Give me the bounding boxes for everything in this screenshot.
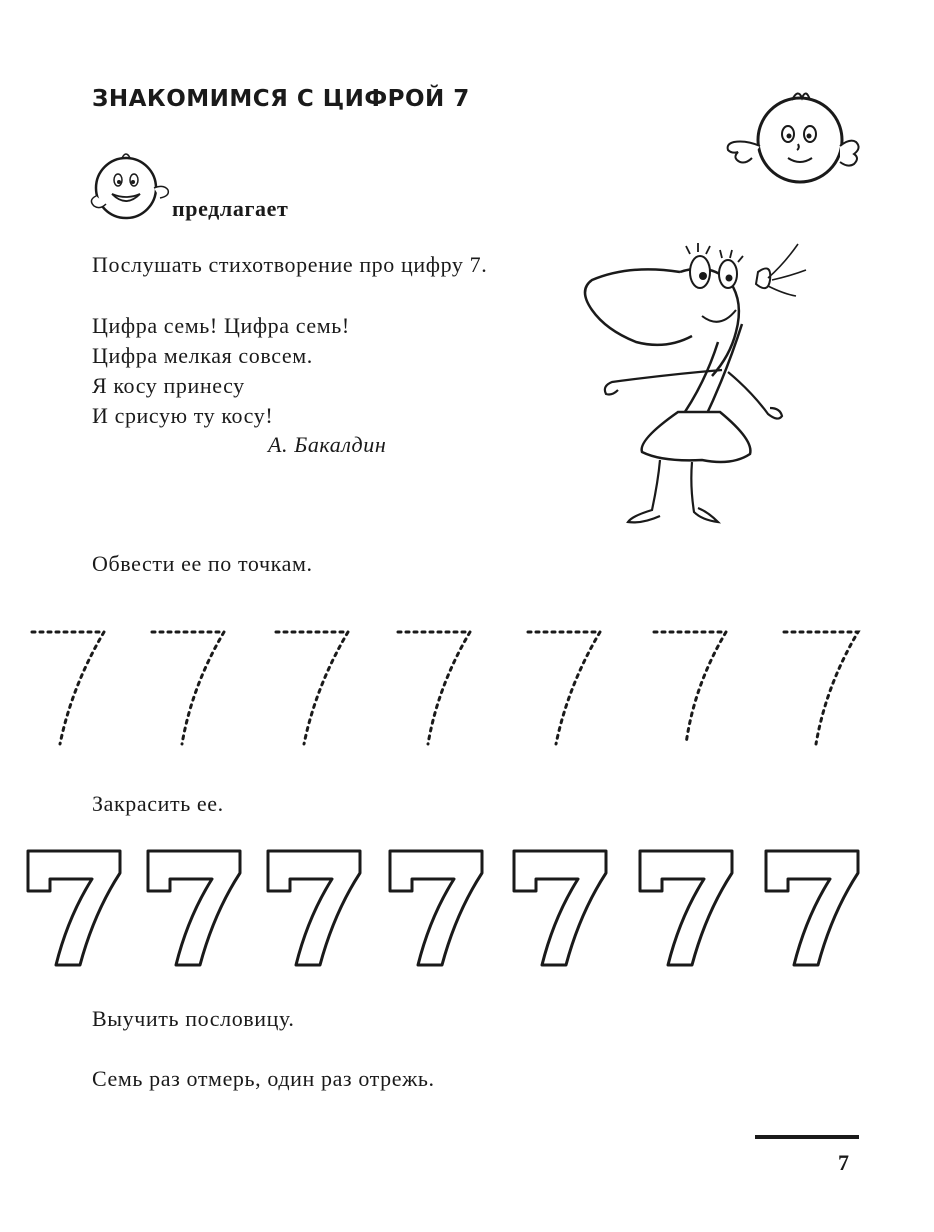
page-number-rule — [755, 1135, 859, 1139]
dotted-seven-6[interactable] — [654, 632, 726, 744]
proverb-text: Семь раз отмерь, один раз отрежь. — [92, 1066, 435, 1091]
page-title: ЗНАКОМИМСЯ С ЦИФРОЙ 7 — [92, 86, 470, 112]
outline-seven-4[interactable] — [390, 851, 482, 965]
intro-text: Послушать стихотворение про цифру 7. — [92, 252, 488, 277]
outline-seven-7[interactable] — [766, 851, 858, 965]
poem-line: Я косу принесу — [92, 373, 245, 398]
dotted-seven-7[interactable] — [784, 632, 858, 744]
outline-sevens-row — [0, 848, 934, 968]
poem-line: Цифра мелкая совсем. — [92, 343, 313, 368]
cartoon-seven-girl-icon — [582, 232, 812, 528]
poem-line: Цифра семь! Цифра семь! — [92, 313, 350, 338]
dotted-seven-4[interactable] — [398, 632, 470, 744]
poem-line: И срисую ту косу! — [92, 403, 274, 428]
task-color-text: Закрасить ее. — [92, 791, 224, 816]
waving-ball-character-icon — [722, 88, 872, 198]
smiling-ball-character-icon — [88, 150, 184, 226]
dotted-sevens-row — [0, 626, 934, 748]
poem — [92, 311, 350, 431]
outline-seven-1[interactable] — [28, 851, 120, 965]
poem-author: А. Бакалдин — [268, 432, 387, 457]
offers-label: предлагает — [172, 196, 289, 221]
outline-seven-2[interactable] — [148, 851, 240, 965]
outline-seven-6[interactable] — [640, 851, 732, 965]
task-proverb-text: Выучить пословицу. — [92, 1006, 295, 1031]
outline-seven-5[interactable] — [514, 851, 606, 965]
dotted-seven-3[interactable] — [276, 632, 348, 744]
task-trace-text: Обвести ее по точкам. — [92, 551, 313, 576]
page-number: 7 — [838, 1150, 849, 1175]
outline-seven-3[interactable] — [268, 851, 360, 965]
dotted-seven-1[interactable] — [32, 632, 104, 744]
dotted-seven-2[interactable] — [152, 632, 224, 744]
dotted-seven-5[interactable] — [528, 632, 600, 744]
